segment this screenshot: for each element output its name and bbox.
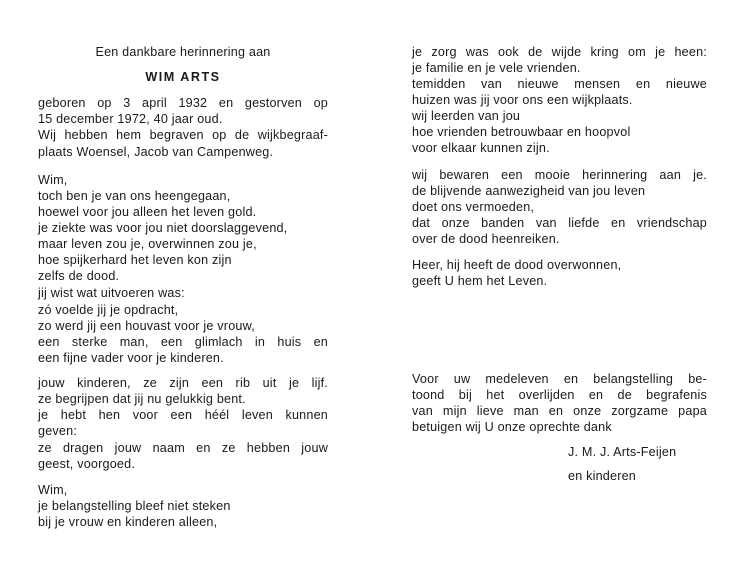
poem-line: wij bewaren een mooie herinnering aan je. [412, 168, 707, 182]
prayer-line: Heer, hij heeft de dood overwonnen, [412, 258, 622, 272]
poem-line: een sterke man, een glimlach in huis en [38, 335, 328, 349]
poem-line: hoe spijkerhard het leven kon zijn [38, 253, 232, 267]
poem-line: toch ben je van ons heengegaan, [38, 189, 231, 203]
poem-line: zó voelde jij je opdracht, [38, 303, 179, 317]
poem-line: over de dood heenreiken. [412, 232, 560, 246]
prayer-line: geeft U hem het Leven. [412, 274, 548, 288]
poem-line: dat onze banden van liefde en vriendschap [412, 216, 707, 230]
thanks-line: van mijn lieve man en onze zorgzame papa [412, 404, 707, 418]
poem-line: wij leerden van jou [412, 109, 521, 123]
intro-line: 15 december 1972, 40 jaar oud. [38, 112, 223, 126]
poem-line: je zorg was ook de wijde kring om je heen: [412, 45, 707, 59]
thanks-line: betuigen wij U onze oprechte dank [412, 420, 612, 434]
thanks-line: Voor uw medeleven en belangstelling be- [412, 372, 707, 386]
poem-line: zo werd jij een houvast voor je vrouw, [38, 319, 255, 333]
card-header: Een dankbare herinnering aan [95, 45, 271, 59]
poem-line: ze begrijpen dat jij nu gelukkig bent. [38, 392, 246, 406]
poem-line: ze dragen jouw naam en ze hebben jouw [38, 441, 328, 455]
poem-line: je belangstelling bleef niet steken [38, 499, 231, 513]
poem-line: huizen was jij voor ons een wijkplaats. [412, 93, 633, 107]
poem-line: maar leven zou je, overwinnen zou je, [38, 237, 257, 251]
poem-line: bij je vrouw en kinderen alleen, [38, 515, 218, 529]
poem-line: een fijne vader voor je kinderen. [38, 351, 224, 365]
poem-line: Wim, [38, 483, 68, 497]
signature-children: en kinderen [568, 469, 637, 483]
poem-line: hoewel voor jou alleen het leven gold. [38, 205, 257, 219]
poem-line: zelfs de dood. [38, 269, 120, 283]
signature-name: J. M. J. Arts-Feijen [568, 445, 677, 459]
thanks-line: toond bij het overlijden en de begrafenis [412, 388, 707, 402]
poem-line: doet ons vermoeden, [412, 200, 535, 214]
poem-line: geven: [38, 424, 78, 438]
poem-line: voor elkaar kunnen zijn. [412, 141, 550, 155]
poem-line: jij wist wat uitvoeren was: [38, 286, 185, 300]
intro-line: Wij hebben hem begraven op de wijkbegraaf- [38, 128, 328, 142]
poem-line: je familie en je vele vrienden. [412, 61, 581, 75]
intro-line: plaats Woensel, Jacob van Campenweg. [38, 145, 274, 159]
deceased-name: WIM ARTS [145, 70, 221, 84]
poem-line: de blijvende aanwezigheid van jou leven [412, 184, 646, 198]
poem-line: temidden van nieuwe mensen en nieuwe [412, 77, 707, 91]
intro-line: geboren op 3 april 1932 en gestorven op [38, 96, 328, 110]
poem-line: je hebt hen voor een héél leven kunnen [38, 408, 328, 422]
poem-line: geest, voorgoed. [38, 457, 136, 471]
poem-line: Wim, [38, 173, 68, 187]
poem-line: jouw kinderen, ze zijn een rib uit je lijf. [38, 376, 328, 390]
poem-line: hoe vrienden betrouwbaar en hoopvol [412, 125, 631, 139]
poem-line: je ziekte was voor jou niet doorslaggevend, [38, 221, 288, 235]
